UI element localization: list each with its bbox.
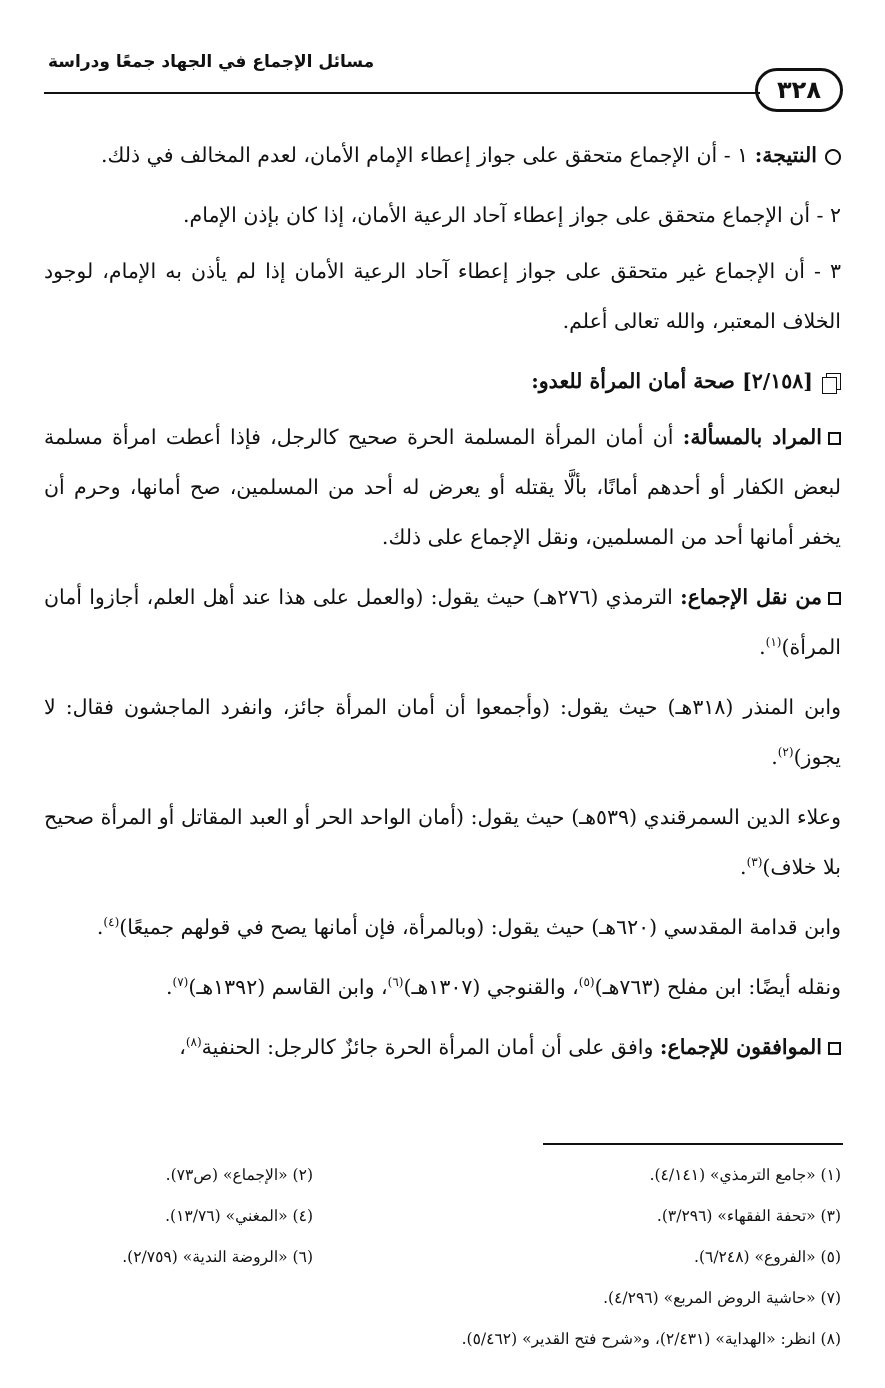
footnote-6: (٦) «الروضة الندية» (٢/٧٥٩). — [122, 1248, 313, 1266]
meaning-text: أن أمان المرأة المسلمة الحرة صحيح كالرجل، فإذا أعطت امرأة مسلمة لبعض الكفار أو أحدهم أمانًا، بألَّا يقتله أو يعرض له أحد من المسلمين، صح أمانها، وحرم أن يخفر أمانها أحد من المسلمين، ونقل الإجماع على ذلك. — [44, 425, 841, 549]
section-title: [٢/١٥٨] صحة أمان المرأة للعدو: — [531, 369, 813, 393]
footnote-ref-4: (٤) — [103, 915, 120, 930]
footnote-5: (٥) «الفروع» (٦/٢٤٨). — [694, 1248, 841, 1266]
footnote-ref-6: (٦) — [387, 975, 404, 990]
footnote-ref-7: (٧) — [172, 975, 189, 990]
footnote-ref-5: (٥) — [578, 975, 595, 990]
paragraph-ibn-qudama: وابن قدامة المقدسي (٦٢٠هـ) حيث يقول: (وبالمرأة، فإن أمانها يصح في قولهم جميعًا)$^{(٤)}$. — [96, 915, 841, 939]
agreeing-heading: الموافقون للإجماع: — [659, 1035, 822, 1059]
square-bullet-icon — [828, 592, 841, 605]
transmitters-heading: من نقل الإجماع: — [680, 585, 822, 609]
paragraph-meaning — [44, 412, 841, 562]
footnote-4: (٤) «المغني» (١٣/٧٦). — [165, 1207, 313, 1225]
footnote-8: (٨) انظر: «الهداية» (٢/٤٣١)، و«شرح فتح القدير» (٥/٤٦٢). — [461, 1330, 841, 1348]
paragraph-transmitters: من نقل الإجماع: الترمذي (٢٧٦هـ) حيث يقول: (والعمل على هذا عند أهل العلم، أجازوا أمان المرأة)$^{(١)}$. — [44, 585, 841, 659]
tirmidhi-quote: الترمذي (٢٧٦هـ) حيث يقول: (والعمل على هذا عند أهل العلم، أجازوا أمان المرأة) — [44, 585, 841, 659]
body-text — [44, 130, 841, 1082]
paragraph-result — [44, 130, 841, 180]
circle-bullet-icon — [825, 149, 841, 165]
header-rule — [44, 92, 760, 94]
footnote-3: (٣) «تحفة الفقهاء» (٣/٢٩٦). — [656, 1207, 841, 1225]
page-number: ٣٢٨ — [755, 68, 843, 112]
footnote-ref-8: (٨) — [185, 1035, 202, 1050]
section-heading — [44, 356, 841, 406]
ibn-qudama-quote: وابن قدامة المقدسي (٦٢٠هـ) حيث يقول: (وبالمرأة، فإن أمانها يصح في قولهم جميعًا) — [119, 915, 841, 939]
ibn-almundhir-quote: وابن المنذر (٣١٨هـ) حيث يقول: (وأجمعوا أن أمان المرأة جائز، وانفرد الماجشون فقال: لا يجوز) — [44, 695, 842, 769]
also-transmitted-c: ، وابن القاسم (١٣٩٢هـ) — [188, 975, 388, 999]
result-heading: النتيجة: — [754, 143, 817, 167]
footnote-2: (٢) «الإجماع» (ص٧٣). — [165, 1166, 313, 1184]
also-transmitted-a: ونقله أيضًا: ابن مفلح (٧٦٣هـ) — [594, 975, 841, 999]
meaning-heading: المراد بالمسألة: — [682, 425, 822, 449]
footnote-ref-3: (٣) — [746, 855, 763, 870]
square-bullet-icon — [828, 432, 841, 445]
footnote-1: (١) «جامع الترمذي» (٤/١٤١). — [649, 1166, 841, 1184]
running-title: مسائل الإجماع في الجهاد جمعًا ودراسة — [48, 52, 375, 72]
paragraph-agreeing: الموافقون للإجماع: وافق على أن أمان المرأة الحرة جائزٌ كالرجل: الحنفية$^{(٨)}$، — [44, 1022, 841, 1072]
paragraph-also-transmitted: ونقله أيضًا: ابن مفلح (٧٦٣هـ)$^{(٥)}$، والقنوجي (١٣٠٧هـ)$^{(٦)}$، وابن القاسم (١٣٩٢هـ)$^{(٧)}$. — [165, 975, 841, 999]
footnote-7: (٧) «حاشية الروض المربع» (٤/٢٩٦). — [603, 1289, 841, 1307]
paragraph-result-3: ٣ - أن الإجماع غير متحقق على جواز إعطاء آحاد الرعية الأمان إذا لم يأذن به الإمام، لوجود الخلاف المعتبر، والله تعالى أعلم. — [44, 259, 841, 333]
also-transmitted-b: ، والقنوجي (١٣٠٧هـ) — [403, 975, 579, 999]
square-bullet-icon — [828, 1042, 841, 1055]
result-text-1: ١ - أن الإجماع متحقق على جواز إعطاء الإمام الأمان، لعدم المخالف في ذلك. — [100, 143, 755, 167]
paragraph-result-2: ٢ - أن الإجماع متحقق على جواز إعطاء آحاد الرعية الأمان، إذا كان بإذن الإمام. — [183, 203, 841, 227]
paragraph-samarqandi: وعلاء الدين السمرقندي (٥٣٩هـ) حيث يقول: (أمان الواحد الحر أو العبد المقاتل أو المرأة صحيح بلا خلاف)$^{(٣)}$. — [44, 805, 842, 879]
samarqandi-quote: وعلاء الدين السمرقندي (٥٣٩هـ) حيث يقول: (أمان الواحد الحر أو العبد المقاتل أو المرأة صحيح بلا خلاف) — [44, 805, 842, 879]
paragraph-ibn-almundhir: وابن المنذر (٣١٨هـ) حيث يقول: (وأجمعوا أن أمان المرأة جائز، وانفرد الماجشون فقال: لا يجوز)$^{(٢)}$. — [44, 695, 842, 769]
agreeing-text: وافق على أن أمان المرأة الحرة جائزٌ كالرجل: الحنفية — [201, 1035, 660, 1059]
footnote-rule — [543, 1143, 843, 1145]
pages-icon — [823, 373, 841, 393]
footnote-ref-1: (١) — [765, 635, 782, 650]
footnote-ref-2: (٢) — [777, 745, 794, 760]
